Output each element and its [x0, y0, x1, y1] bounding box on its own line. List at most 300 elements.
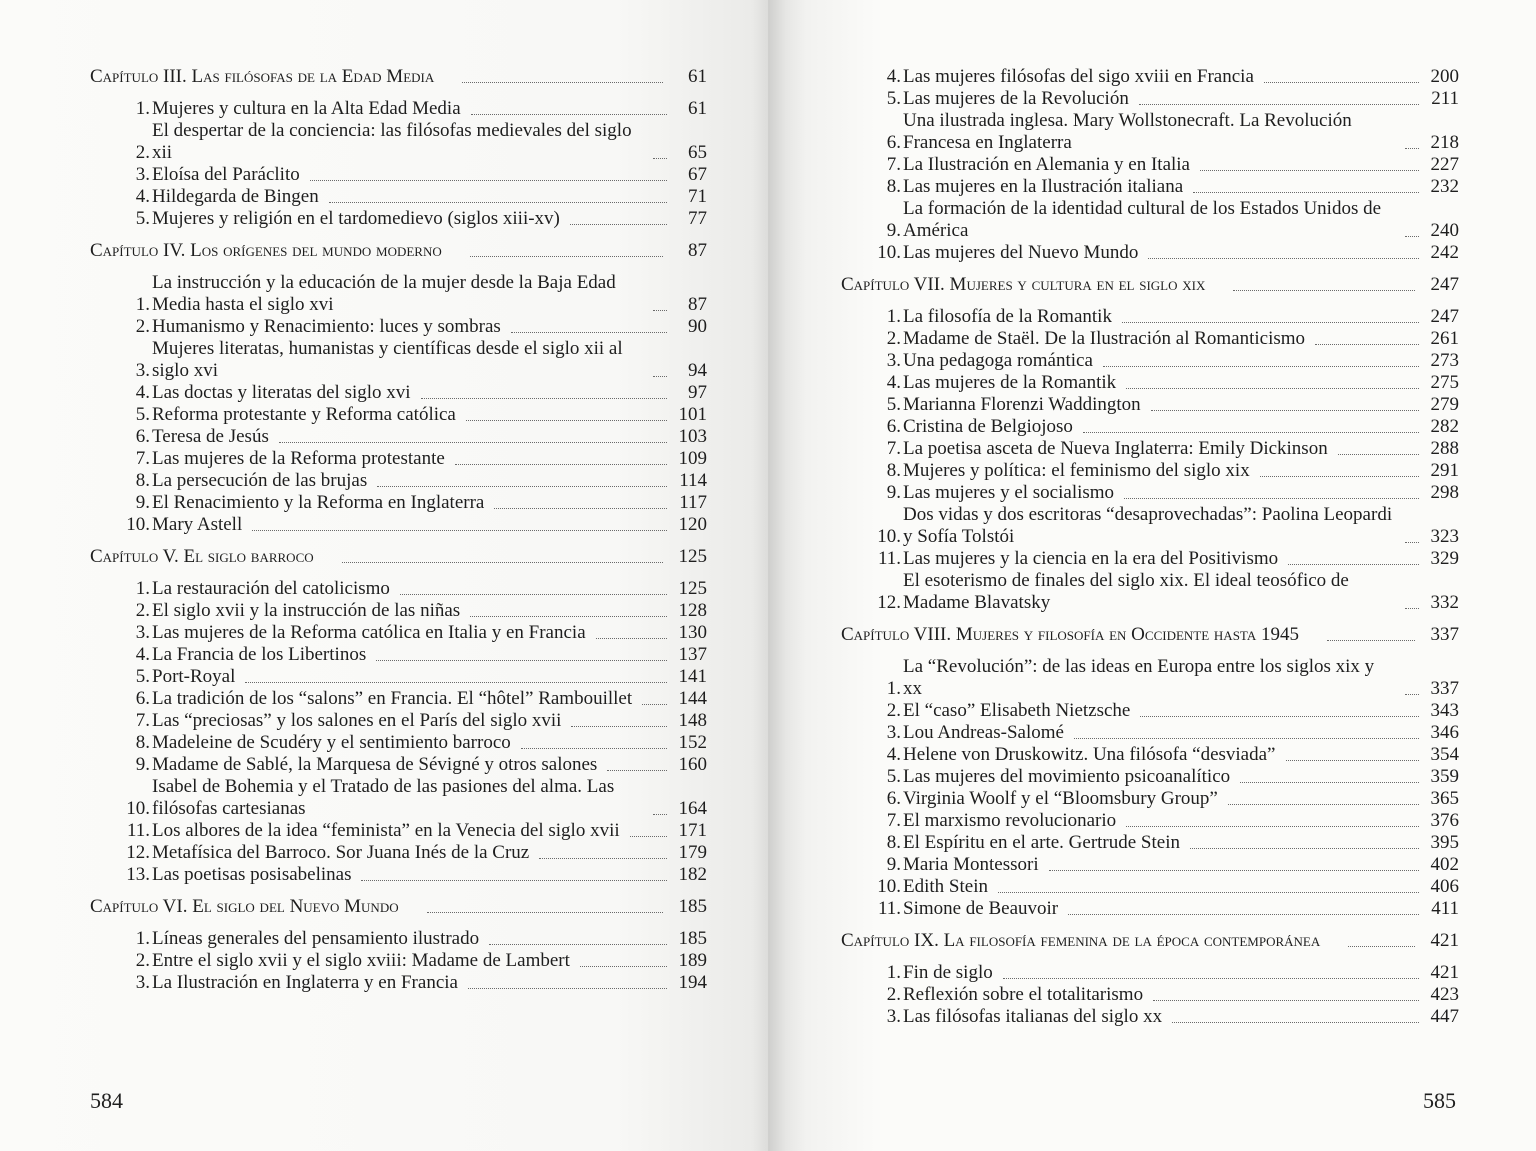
toc-entry — [90, 448, 707, 470]
toc-entry — [90, 404, 707, 426]
entry-title: Las mujeres de la Romantik — [903, 372, 1117, 393]
toc-entry — [90, 622, 707, 644]
entry-page-number: 94 — [688, 360, 707, 381]
entry-title: El siglo xvii y la instrucción de las niñas — [152, 600, 461, 621]
entry-number: 12. — [877, 592, 901, 613]
entry-number: 7. — [135, 710, 150, 731]
dot-leader — [1338, 454, 1419, 455]
entry-number: 2. — [886, 328, 901, 349]
toc-entry — [841, 372, 1459, 394]
entry-page-number: 171 — [678, 820, 707, 841]
toc-entry — [841, 306, 1459, 328]
entry-page-number: 71 — [688, 186, 707, 207]
entry-number: 1. — [886, 306, 901, 327]
entry-title: Mary Astell — [152, 514, 243, 535]
entry-title: Una pedagoga romántica — [903, 350, 1093, 371]
entry-number: 12. — [126, 842, 150, 863]
entry-number: 4. — [886, 66, 901, 87]
entry-title: La Ilustración en Alemania y en Italia — [903, 154, 1190, 175]
entry-title: Madeleine de Scudéry y el sentimiento barroco — [152, 732, 511, 753]
entry-title: Marianna Florenzi Waddington — [903, 394, 1141, 415]
chapter-page-number: 125 — [678, 546, 707, 567]
entry-number: 2. — [135, 142, 150, 163]
entry-number: 4. — [135, 382, 150, 403]
entry-number: 5. — [886, 88, 901, 109]
dot-leader — [279, 442, 667, 443]
entry-number: 2. — [135, 600, 150, 621]
entry-number: 11. — [126, 820, 150, 841]
entry-number: 9. — [886, 482, 901, 503]
dot-leader — [1228, 804, 1419, 805]
entry-page-number: 117 — [679, 492, 707, 513]
dot-leader — [471, 114, 667, 115]
dot-leader — [1124, 498, 1419, 499]
dot-leader — [642, 704, 667, 705]
chapter-page-number: 247 — [1430, 274, 1459, 295]
dot-leader — [607, 770, 667, 771]
entry-number: 3. — [886, 722, 901, 743]
section-list — [90, 272, 707, 536]
entry-page-number: 275 — [1430, 372, 1459, 393]
entry-title: Entre el siglo xvii y el siglo xviii: Madame de Lambert — [152, 950, 570, 971]
entry-title: Eloísa del Paráclito — [152, 164, 300, 185]
toc-entry — [90, 666, 707, 688]
entry-title: Los albores de la idea “feminista” en la Venecia del siglo xvii — [152, 820, 620, 841]
entry-number: 10. — [126, 798, 150, 819]
entry-number: 6. — [886, 132, 901, 153]
entry-number: 6. — [135, 426, 150, 447]
entry-title: La poetisa asceta de Nueva Inglaterra: Emily Dickinson — [903, 438, 1328, 459]
toc-entry — [841, 176, 1459, 198]
entry-title: Una ilustrada inglesa. Mary Wollstonecraft. La Revolución Francesa en Inglaterra — [903, 110, 1352, 153]
entry-page-number: 103 — [678, 426, 707, 447]
entry-number: 9. — [886, 220, 901, 241]
entry-title: Las mujeres en la Ilustración italiana — [903, 176, 1184, 197]
dot-leader — [470, 256, 663, 257]
dot-leader — [361, 880, 667, 881]
entry-number: 3. — [886, 1006, 901, 1027]
dot-leader — [1288, 564, 1419, 565]
page-number-right: 585 — [1423, 1088, 1456, 1113]
toc-entry — [841, 810, 1459, 832]
entry-page-number: 97 — [688, 382, 707, 403]
entry-title: Las mujeres y el socialismo — [903, 482, 1115, 503]
entry-number: 7. — [886, 438, 901, 459]
entry-number: 9. — [135, 492, 150, 513]
entry-number: 1. — [886, 678, 901, 699]
entry-page-number: 101 — [678, 404, 707, 425]
chapter-page-number: 61 — [688, 66, 707, 87]
entry-title: Madame de Staël. De la Ilustración al Romanticismo — [903, 328, 1306, 349]
entry-title: Las doctas y literatas del siglo xvi — [152, 382, 411, 403]
chapter-heading — [90, 240, 707, 262]
toc-entry — [841, 876, 1459, 898]
entry-title: Las filósofas italianas del siglo xx — [903, 1006, 1163, 1027]
entry-number: 1. — [135, 294, 150, 315]
entry-page-number: 114 — [679, 470, 707, 491]
entry-number: 1. — [135, 578, 150, 599]
entry-title: Reforma protestante y Reforma católica — [152, 404, 456, 425]
dot-leader — [1286, 760, 1420, 761]
entry-page-number: 421 — [1430, 962, 1459, 983]
dot-leader — [1049, 870, 1419, 871]
entry-page-number: 273 — [1430, 350, 1459, 371]
entry-title: El esoterismo de finales del siglo xix. El ideal teosófico de Madame Blavatsky — [903, 570, 1349, 613]
entry-number: 8. — [886, 176, 901, 197]
toc-entry — [841, 154, 1459, 176]
entry-title: Teresa de Jesús — [152, 426, 269, 447]
dot-leader — [421, 398, 667, 399]
entry-number: 3. — [886, 350, 901, 371]
toc-column-left — [90, 66, 707, 994]
entry-number: 8. — [135, 732, 150, 753]
dot-leader — [468, 988, 667, 989]
entry-page-number: 227 — [1430, 154, 1459, 175]
entry-title: Las mujeres de la Reforma católica en Italia y en Francia — [152, 622, 586, 643]
dot-leader — [310, 180, 667, 181]
entry-number: 10. — [877, 526, 901, 547]
entry-page-number: 189 — [678, 950, 707, 971]
entry-page-number: 411 — [1431, 898, 1459, 919]
chapter-title: Capítulo IV. Los orígenes del mundo moderno — [90, 240, 442, 261]
entry-title: Las mujeres de la Revolución — [903, 88, 1129, 109]
entry-page-number: 182 — [678, 864, 707, 885]
entry-title: La Francia de los Libertinos — [152, 644, 367, 665]
entry-page-number: 242 — [1430, 242, 1459, 263]
toc-entry — [841, 482, 1459, 504]
entry-number: 6. — [886, 788, 901, 809]
toc-entry — [90, 316, 707, 338]
toc-entry — [841, 460, 1459, 482]
dot-leader — [1083, 432, 1419, 433]
entry-title: Metafísica del Barroco. Sor Juana Inés de la Cruz — [152, 842, 530, 863]
entry-number: 5. — [886, 766, 901, 787]
entry-number: 3. — [135, 972, 150, 993]
entry-page-number: 365 — [1430, 788, 1459, 809]
section-list — [90, 578, 707, 886]
entry-number: 3. — [135, 622, 150, 643]
entry-number: 5. — [135, 666, 150, 687]
toc-entry — [841, 1006, 1459, 1028]
entry-page-number: 125 — [678, 578, 707, 599]
entry-title: Mujeres y religión en el tardomedievo (siglos xiii-xv) — [152, 208, 560, 229]
entry-number: 1. — [886, 962, 901, 983]
entry-number: 2. — [135, 316, 150, 337]
entry-page-number: 406 — [1430, 876, 1459, 897]
toc-entry — [841, 962, 1459, 984]
entry-title: El “caso” Elisabeth Nietzsche — [903, 700, 1131, 721]
dot-leader — [1348, 946, 1415, 947]
dot-leader — [1190, 848, 1419, 849]
entry-title: Cristina de Belgiojoso — [903, 416, 1073, 437]
toc-entry — [90, 514, 707, 536]
book-gutter — [752, 0, 786, 1151]
dot-leader — [1233, 290, 1415, 291]
entry-title: El marxismo revolucionario — [903, 810, 1117, 831]
entry-title: Edith Stein — [903, 876, 988, 897]
dot-leader — [376, 660, 667, 661]
entry-title: Las mujeres del Nuevo Mundo — [903, 242, 1139, 263]
chapter-title: Capítulo VIII. Mujeres y filosofía en Occidente hasta 1945 — [841, 624, 1299, 645]
toc-entry — [841, 984, 1459, 1006]
dot-leader — [1264, 82, 1419, 83]
entry-page-number: 329 — [1430, 548, 1459, 569]
entry-page-number: 128 — [678, 600, 707, 621]
dot-leader — [494, 508, 667, 509]
entry-page-number: 282 — [1430, 416, 1459, 437]
dot-leader — [400, 594, 667, 595]
entry-title: Las mujeres de la Reforma protestante — [152, 448, 445, 469]
dot-leader — [1193, 192, 1419, 193]
toc-entry — [90, 776, 707, 820]
entry-page-number: 232 — [1430, 176, 1459, 197]
chapter-title: Capítulo III. Las filósofas de la Edad Media — [90, 66, 435, 87]
section-list — [90, 928, 707, 994]
toc-entry — [841, 898, 1459, 920]
entry-number: 10. — [877, 242, 901, 263]
toc-entry — [90, 710, 707, 732]
entry-number: 7. — [886, 154, 901, 175]
dot-leader — [1260, 476, 1419, 477]
toc-entry — [841, 328, 1459, 350]
entry-title: Las poetisas posisabelinas — [152, 864, 352, 885]
entry-title: Líneas generales del pensamiento ilustrado — [152, 928, 480, 949]
toc-entry — [841, 722, 1459, 744]
dot-leader — [470, 616, 667, 617]
entry-title: La restauración del catolicismo — [152, 578, 390, 599]
toc-entry — [90, 382, 707, 404]
dot-leader — [998, 892, 1419, 893]
toc-entry — [841, 88, 1459, 110]
entry-title: Mujeres y cultura en la Alta Edad Media — [152, 98, 461, 119]
entry-title: El Renacimiento y la Reforma en Inglaterra — [152, 492, 485, 513]
entry-page-number: 185 — [678, 928, 707, 949]
dot-leader — [329, 202, 667, 203]
right-page — [768, 0, 1536, 1151]
toc-entry — [841, 242, 1459, 264]
chapter-page-number: 337 — [1430, 624, 1459, 645]
toc-entry — [841, 548, 1459, 570]
entry-number: 1. — [135, 928, 150, 949]
toc-entry — [90, 842, 707, 864]
entry-page-number: 247 — [1430, 306, 1459, 327]
entry-number: 9. — [886, 854, 901, 875]
entry-title: El despertar de la conciencia: las filósofas medievales del siglo xii — [152, 120, 632, 163]
dot-leader — [580, 966, 667, 967]
entry-title: Las mujeres y la ciencia en la era del Positivismo — [903, 548, 1279, 569]
toc-entry — [90, 820, 707, 842]
entry-page-number: 337 — [1430, 678, 1459, 699]
toc-entry — [90, 208, 707, 230]
entry-number: 4. — [886, 372, 901, 393]
entry-title: Port-Royal — [152, 666, 236, 687]
toc-entry — [90, 164, 707, 186]
dot-leader — [489, 944, 667, 945]
entry-title: Mujeres literatas, humanistas y científicas desde el siglo xii al siglo xvi — [152, 338, 623, 381]
entry-number: 1. — [135, 98, 150, 119]
entry-number: 7. — [135, 448, 150, 469]
entry-title: Las mujeres del movimiento psicoanalítico — [903, 766, 1231, 787]
section-list — [841, 656, 1459, 920]
entry-title: Mujeres y política: el feminismo del siglo xix — [903, 460, 1250, 481]
entry-page-number: 354 — [1430, 744, 1459, 765]
entry-title: Helene von Druskowitz. Una filósofa “desviada” — [903, 744, 1276, 765]
dot-leader — [1003, 978, 1419, 979]
entry-title: Madame de Sablé, la Marquesa de Sévigné y otros salones — [152, 754, 598, 775]
entry-page-number: 87 — [688, 294, 707, 315]
toc-entry — [841, 416, 1459, 438]
toc-entry — [90, 492, 707, 514]
entry-page-number: 359 — [1430, 766, 1459, 787]
entry-number: 4. — [135, 186, 150, 207]
entry-page-number: 61 — [688, 98, 707, 119]
toc-entry — [90, 644, 707, 666]
chapter-heading — [841, 274, 1459, 296]
dot-leader — [653, 310, 667, 311]
dot-leader — [466, 420, 667, 421]
toc-entry — [841, 570, 1459, 614]
entry-page-number: 90 — [688, 316, 707, 337]
dot-leader — [571, 726, 667, 727]
chapter-heading — [90, 66, 707, 88]
dot-leader — [1405, 608, 1419, 609]
dot-leader — [1200, 170, 1419, 171]
toc-entry — [841, 700, 1459, 722]
entry-page-number: 130 — [678, 622, 707, 643]
dot-leader — [539, 858, 667, 859]
dot-leader — [653, 814, 667, 815]
toc-entry — [841, 198, 1459, 242]
entry-title: La “Revolución”: de las ideas en Europa entre los siglos xix y xx — [903, 656, 1375, 699]
entry-number: 11. — [877, 898, 901, 919]
entry-number: 9. — [135, 754, 150, 775]
entry-title: La instrucción y la educación de la mujer desde la Baja Edad Media hasta el siglo xvi — [152, 272, 616, 315]
entry-page-number: 194 — [678, 972, 707, 993]
entry-page-number: 200 — [1430, 66, 1459, 87]
toc-entry — [90, 272, 707, 316]
entry-number: 4. — [886, 744, 901, 765]
dot-leader — [1148, 258, 1419, 259]
entry-page-number: 279 — [1430, 394, 1459, 415]
toc-entry — [90, 578, 707, 600]
entry-number: 2. — [886, 984, 901, 1005]
entry-title: Isabel de Bohemia y el Tratado de las pasiones del alma. Las filósofas cartesianas — [152, 776, 615, 819]
chapter-title: Capítulo VII. Mujeres y cultura en el siglo xix — [841, 274, 1206, 295]
entry-title: Dos vidas y dos escritoras “desaprovechadas”: Paolina Leopardi y Sofía Tolstói — [903, 504, 1393, 547]
dot-leader — [427, 912, 663, 913]
entry-page-number: 376 — [1430, 810, 1459, 831]
entry-number: 8. — [886, 460, 901, 481]
section-list — [841, 66, 1459, 264]
entry-page-number: 141 — [678, 666, 707, 687]
dot-leader — [1405, 542, 1419, 543]
toc-entry — [841, 854, 1459, 876]
dot-leader — [630, 836, 667, 837]
entry-page-number: 137 — [678, 644, 707, 665]
entry-page-number: 402 — [1430, 854, 1459, 875]
dot-leader — [1126, 388, 1419, 389]
entry-page-number: 288 — [1430, 438, 1459, 459]
dot-leader — [377, 486, 667, 487]
dot-leader — [511, 332, 667, 333]
toc-entry — [90, 972, 707, 994]
entry-number: 8. — [135, 470, 150, 491]
dot-leader — [1122, 322, 1419, 323]
chapter-title: Capítulo IX. La filosofía femenina de la época contemporánea — [841, 930, 1321, 951]
entry-number: 3. — [135, 164, 150, 185]
toc-entry — [841, 832, 1459, 854]
toc-entry — [90, 688, 707, 710]
entry-number: 5. — [135, 404, 150, 425]
toc-entry — [841, 394, 1459, 416]
dot-leader — [342, 562, 663, 563]
toc-entry — [841, 766, 1459, 788]
entry-number: 6. — [135, 688, 150, 709]
toc-entry — [841, 656, 1459, 700]
page-number-left: 584 — [90, 1088, 123, 1113]
toc-entry — [90, 732, 707, 754]
entry-page-number: 447 — [1430, 1006, 1459, 1027]
entry-title: Lou Andreas-Salomé — [903, 722, 1064, 743]
entry-title: Reflexión sobre el totalitarismo — [903, 984, 1144, 1005]
chapter-heading — [841, 930, 1459, 952]
entry-title: La tradición de los “salons” en Francia. El “hôtel” Rambouillet — [152, 688, 633, 709]
toc-entry — [841, 438, 1459, 460]
toc-entry — [90, 186, 707, 208]
dot-leader — [653, 158, 667, 159]
toc-entry — [841, 350, 1459, 372]
section-list — [90, 98, 707, 230]
entry-page-number: 261 — [1430, 328, 1459, 349]
chapter-page-number: 87 — [688, 240, 707, 261]
chapter-heading — [841, 624, 1459, 646]
entry-title: Humanismo y Renacimiento: luces y sombras — [152, 316, 501, 337]
entry-title: Las mujeres filósofas del sigo xviii en Francia — [903, 66, 1254, 87]
entry-page-number: 211 — [1431, 88, 1459, 109]
dot-leader — [462, 82, 663, 83]
entry-title: Simone de Beauvoir — [903, 898, 1059, 919]
entry-page-number: 346 — [1430, 722, 1459, 743]
chapter-heading — [90, 546, 707, 568]
dot-leader — [653, 376, 667, 377]
entry-page-number: 164 — [678, 798, 707, 819]
dot-leader — [1327, 640, 1415, 641]
entry-number: 5. — [886, 394, 901, 415]
entry-page-number: 160 — [678, 754, 707, 775]
dot-leader — [596, 638, 667, 639]
dot-leader — [1126, 826, 1419, 827]
entry-page-number: 179 — [678, 842, 707, 863]
toc-entry — [90, 754, 707, 776]
entry-number: 10. — [126, 514, 150, 535]
dot-leader — [1405, 148, 1419, 149]
entry-page-number: 109 — [678, 448, 707, 469]
toc-column-right — [841, 66, 1459, 1028]
entry-title: La filosofía de la Romantik — [903, 306, 1112, 327]
entry-title: Maria Montessori — [903, 854, 1039, 875]
entry-page-number: 323 — [1430, 526, 1459, 547]
entry-page-number: 240 — [1430, 220, 1459, 241]
entry-title: Fin de siglo — [903, 962, 993, 983]
dot-leader — [1151, 410, 1419, 411]
chapter-page-number: 185 — [678, 896, 707, 917]
toc-entry — [841, 110, 1459, 154]
entry-title: La Ilustración en Inglaterra y en Francia — [152, 972, 458, 993]
entry-title: El Espíritu en el arte. Gertrude Stein — [903, 832, 1180, 853]
toc-entry — [841, 504, 1459, 548]
toc-entry — [90, 98, 707, 120]
entry-page-number: 298 — [1430, 482, 1459, 503]
